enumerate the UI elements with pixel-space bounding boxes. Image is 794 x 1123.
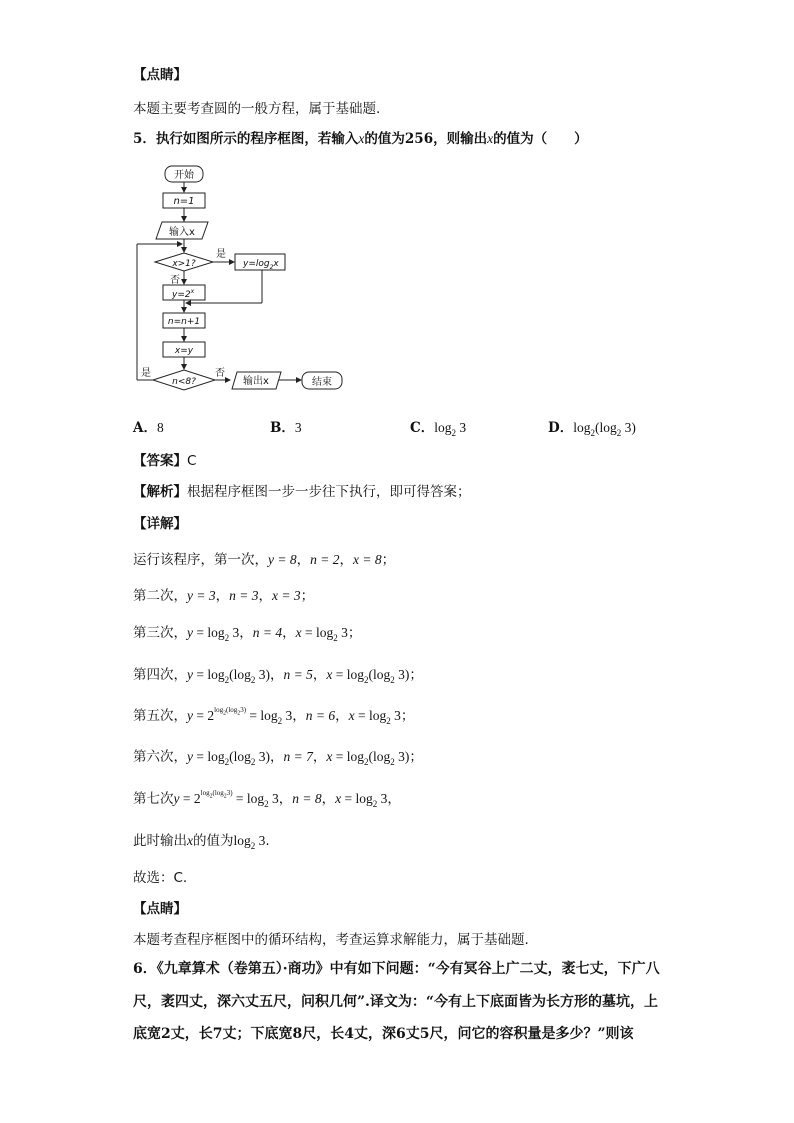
- flow-start-label: 开始: [174, 170, 194, 181]
- q5-stem: 5．执行如图所示的程序框图，若输入x的值为256，则输出x的值为（ ）: [133, 131, 588, 147]
- flow-output-label: 输出x: [243, 376, 269, 387]
- option-b: B．3: [270, 420, 302, 436]
- flowchart: [120, 160, 360, 395]
- option-d: D．$\log_2(\log_2$ 3): [548, 420, 636, 438]
- final-output: 此时输出x的值为$\log_2 3$.: [133, 833, 270, 851]
- option-c: C．$\log_2 3$: [410, 420, 467, 438]
- prev-summary-tag: 【点睛】: [133, 67, 187, 83]
- flow-no1-label: 否: [170, 275, 180, 286]
- flow-cond1-label: x>1?: [172, 259, 196, 269]
- flow-end-label: 结束: [312, 377, 332, 388]
- q6-line3: 底宽2丈，长7丈；下底宽8尺，长4丈，深6丈5尺，问它的容积量是多少？”则该: [133, 1026, 634, 1042]
- answer: 【答案】C: [133, 453, 197, 469]
- flow-log-label: $y=\log_2x$: [243, 259, 279, 271]
- prev-summary-text: 本题主要考查圆的一般方程，属于基础题.: [133, 101, 381, 117]
- flow-init-label: n=1: [173, 196, 195, 207]
- q5-number: 5．: [133, 131, 156, 147]
- flow-assign-label: x=y: [174, 346, 194, 356]
- flow-yes1-label: 是: [216, 249, 226, 260]
- flow-no2-label: 否: [215, 368, 225, 379]
- detail-tag: 【详解】: [133, 516, 187, 532]
- analysis: 【解析】根据程序框图一步一步往下执行，即可得答案；: [133, 484, 471, 500]
- summary-tag: 【点睛】: [133, 901, 187, 917]
- flow-yes2-label: 是: [141, 368, 151, 379]
- q6-line1: 6．《九章算术（卷第五）·商功》中有如下问题：“今有冥谷上广二丈，袤七丈，下广八: [133, 961, 660, 977]
- flow-inc-label: n=n+1: [167, 317, 201, 327]
- step-4: 第四次，$y = \log_2(\log_2$ 3)，n = 5，$x = \log_2(\log_2$ 3)；: [133, 667, 423, 685]
- step-7: 第七次$y = 2^{log_2(log_23)} = \log_2 3$，n = 8，$x = \log_2 3$，: [133, 789, 401, 809]
- flow-cond2-label: n<8?: [172, 377, 196, 387]
- option-a: A．8: [133, 420, 164, 436]
- flow-exp-label: $y=2^x$: [172, 288, 195, 300]
- step-3: 第三次，$y = \log_2 3$，n = 4，$x = \log_2 3$；: [133, 625, 362, 643]
- q6-line2: 尺，袤四丈，深六丈五尺，问积几何”.译文为：“今有上下底面皆为长方形的墓坑，上: [133, 994, 658, 1010]
- step-1: 运行该程序，第一次，y = 8，n = 2，x = 8；: [133, 552, 396, 568]
- flow-input-label: 输入x: [169, 227, 195, 238]
- summary-text: 本题考查程序框图中的循环结构，考查运算求解能力，属于基础题.: [133, 932, 529, 948]
- choose: 故选：C.: [133, 870, 188, 886]
- step-5: 第五次，$y = 2^{log_2(log_23)} = \log_2 3$，n = 6，$x = \log_2 3$；: [133, 706, 415, 726]
- step-2: 第二次，y = 3，n = 3，x = 3；: [133, 588, 315, 604]
- step-6: 第六次，$y = \log_2(\log_2$ 3)，n = 7，$x = \log_2(\log_2$ 3)；: [133, 749, 423, 767]
